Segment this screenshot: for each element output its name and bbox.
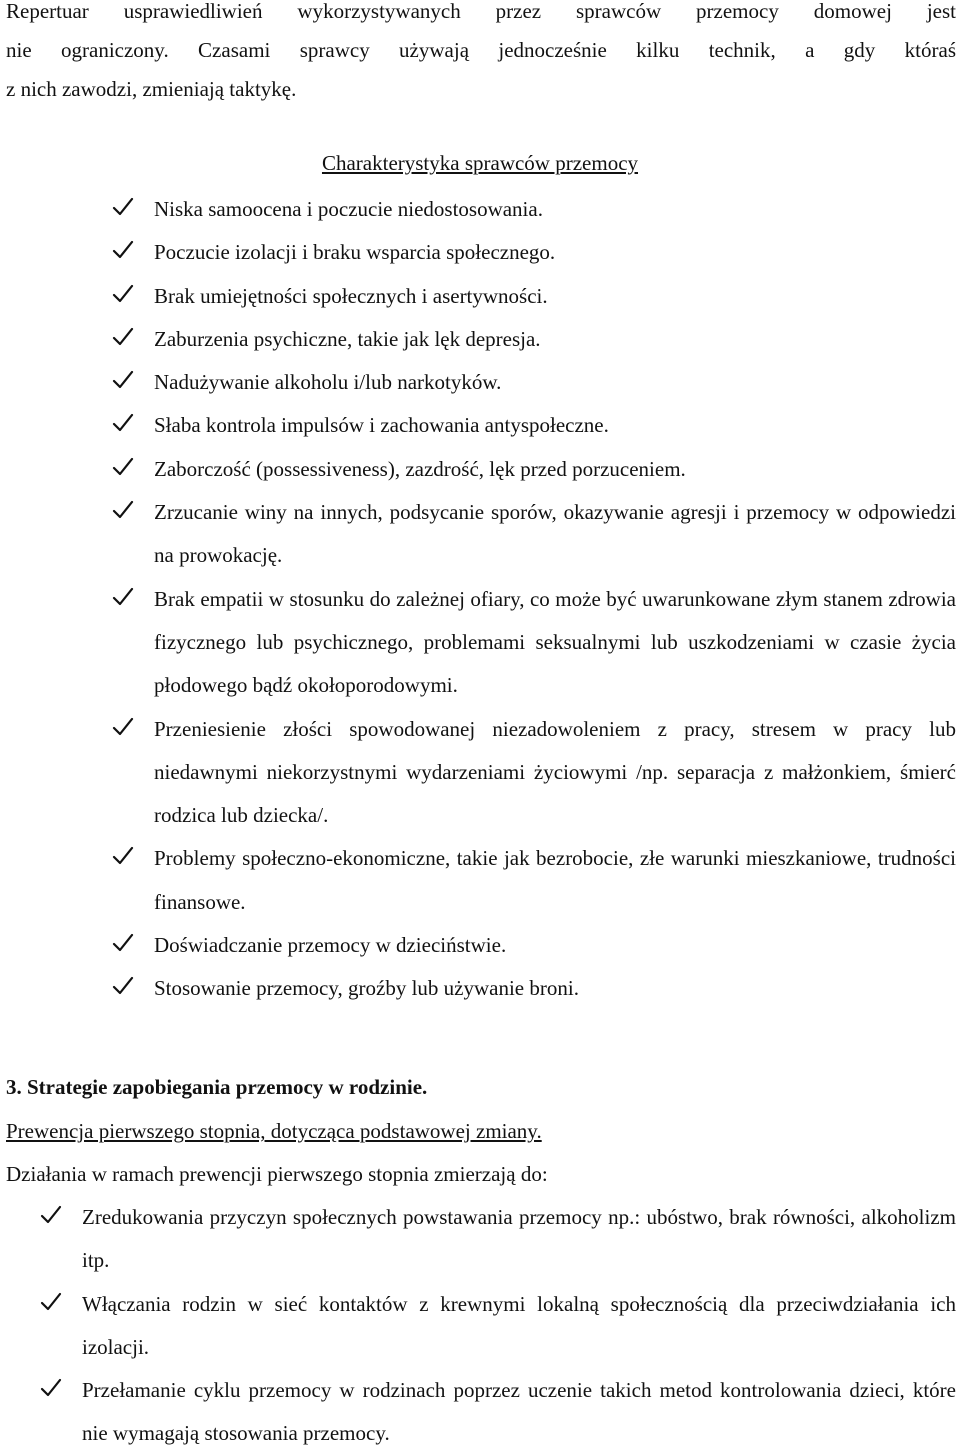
section-heading: 3. Strategie zapobiegania przemocy w rodzinie.: [6, 1075, 428, 1099]
list-item: [0, 708, 956, 838]
checkmark-icon: [40, 1204, 64, 1228]
checkmark-icon: [112, 196, 136, 220]
checkmark-icon: [112, 412, 136, 436]
list-item: [0, 275, 956, 318]
list-item: [0, 404, 956, 447]
list-item-text: Przełamanie cyklu przemocy w rodzinach poprzez uczenie takich metod kontrolowania dzieci, które nie wymagają stosowania przemocy.: [82, 1378, 956, 1446]
list-item-text: Zrzucanie winy na innych, podsycanie sporów, okazywanie agresji i przemocy w odpowiedzi na prowokację.: [154, 500, 956, 568]
section-subheading: Prewencja pierwszego stopnia, dotycząca podstawowej zmiany.: [6, 1119, 542, 1143]
list-item: [0, 837, 956, 924]
checkmark-icon: [112, 326, 136, 350]
list-item: [0, 578, 956, 708]
intro-line: Repertuar usprawiedliwień wykorzystywanych przez sprawców przemocy domowej jest: [6, 0, 956, 23]
prevention-list: [0, 1196, 956, 1456]
checkmark-icon: [112, 283, 136, 307]
list-item-text: Niska samoocena i poczucie niedostosowania.: [154, 197, 543, 221]
list-item: [0, 967, 956, 1010]
checkmark-icon: [112, 239, 136, 263]
list-item-text: Zaburzenia psychiczne, takie jak lęk depresja.: [154, 326, 541, 351]
checkmark-icon: [40, 1291, 64, 1315]
checkmark-icon: [112, 456, 136, 480]
list-item: [0, 491, 956, 578]
checkmark-icon: [112, 845, 136, 869]
list-item: [0, 188, 956, 231]
list-item-text: Przeniesienie złości spowodowanej niezadowoleniem z pracy, stresem w pracy lub niedawnymi niekorzystnymi wydarzeniami życiowymi /np. separacja z małżonkiem, śmierć rodzica lub dziecka/.: [154, 716, 956, 828]
checkmark-icon: [40, 1377, 64, 1401]
list-item-text: Zredukowania przyczyn społecznych powstawania przemocy np.: ubóstwo, brak równości, alkoholizm itp.: [82, 1205, 956, 1273]
list-item: [0, 1369, 956, 1456]
characteristics-list: [0, 188, 956, 1011]
intro-line: nie ograniczony. Czasami sprawcy używają jednocześnie kilku technik, a gdy któraś: [6, 38, 956, 62]
list-item: [0, 361, 956, 404]
checkmark-icon: [112, 716, 136, 740]
intro-paragraph: [6, 0, 956, 109]
list-item: [0, 318, 956, 361]
section-lead: Działania w ramach prewencji pierwszego stopnia zmierzają do:: [6, 1162, 548, 1186]
checkmark-icon: [112, 369, 136, 393]
list-item: [0, 231, 956, 274]
checkmark-icon: [112, 975, 136, 999]
list-item-text: Poczucie izolacji i braku wsparcia społecznego.: [154, 240, 556, 265]
list-item-text: Stosowanie przemocy, groźby lub używanie broni.: [154, 976, 579, 1001]
checkmark-icon: [112, 586, 136, 610]
checkmark-icon: [112, 499, 136, 523]
intro-line: z nich zawodzi, zmieniają taktykę.: [6, 77, 297, 101]
list-item-text: Doświadczanie przemocy w dzieciństwie.: [154, 933, 507, 958]
list-item-text: Włączania rodzin w sieć kontaktów z krewnymi lokalną społecznością dla przeciwdziałania ich izolacji.: [82, 1291, 956, 1359]
list-item-text: Słaba kontrola impulsów i zachowania antyspołeczne.: [154, 413, 609, 438]
list-item: [0, 1283, 956, 1370]
list-item: [0, 1196, 956, 1283]
list-item-text: Brak empatii w stosunku do zależnej ofiary, co może być uwarunkowane złym stanem zdrowia fizycznego lub psychicznego, problemami seksualnymi lub uszkodzeniami w czasie życia płodowego bądź okołoporodowymi.: [154, 586, 956, 698]
characteristics-title: Charakterystyka sprawców przemocy: [321, 151, 639, 175]
list-item-text: Brak umiejętności społecznych i asertywności.: [154, 283, 548, 308]
list-item: [0, 924, 956, 967]
list-item-text: Nadużywanie alkoholu i/lub narkotyków.: [154, 370, 502, 395]
list-item-text: Problemy społeczno-ekonomiczne, takie jak bezrobocie, złe warunki mieszkaniowe, trudności finansowe.: [154, 846, 956, 914]
list-item: [0, 448, 956, 491]
checkmark-icon: [112, 932, 136, 956]
list-item-text: Zaborczość (possessiveness), zazdrość, lęk przed porzuceniem.: [154, 456, 686, 481]
